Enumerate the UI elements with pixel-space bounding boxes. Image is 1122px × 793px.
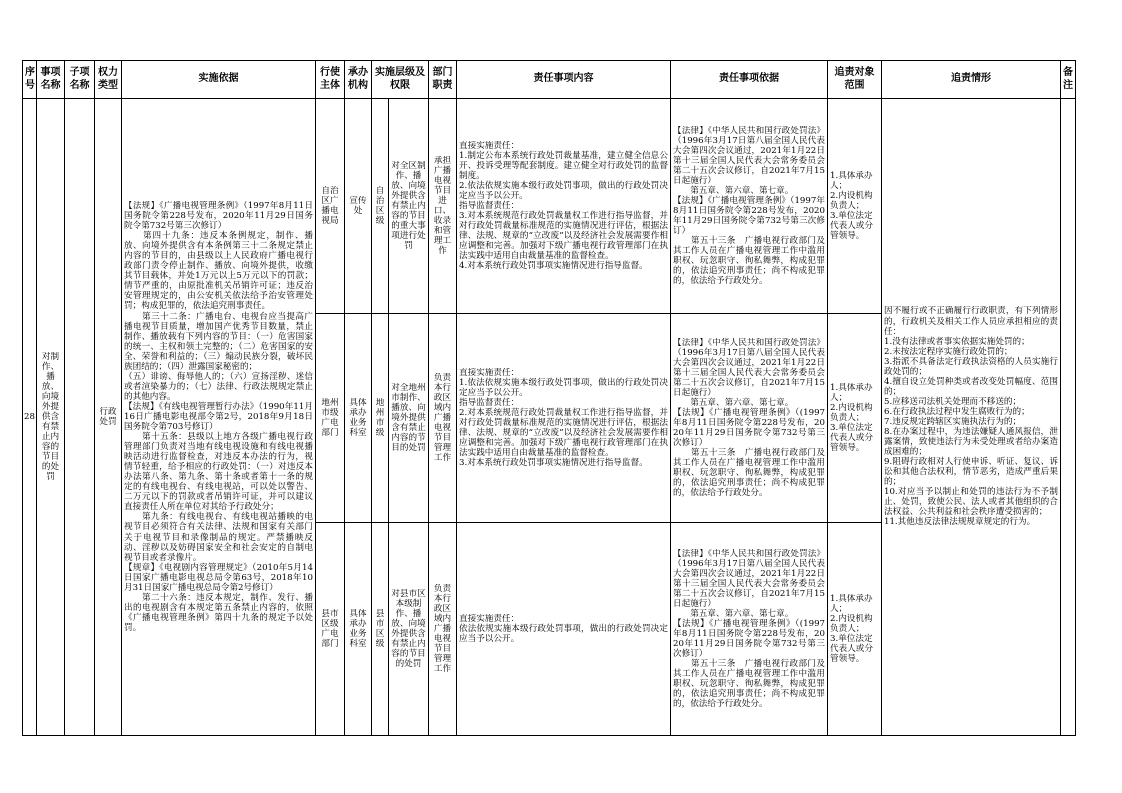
content-paragraph: 1.依法依规实施本级行政处罚事项，做出的行政处罚决定应当予以公开。 bbox=[459, 377, 668, 398]
content-paragraph: 指导监督责任： bbox=[459, 200, 520, 211]
scope-item: 1.具体承办人； bbox=[830, 170, 873, 191]
scope-item: 2.内设机构负责人； bbox=[830, 402, 873, 423]
scope-item: 3.单位法定代表人或分管领导。 bbox=[830, 211, 873, 242]
table-header-row bbox=[23, 61, 1076, 99]
header-seq: 序号 bbox=[23, 61, 37, 99]
cell-exercising-body: 地州市级广电部门 bbox=[316, 314, 345, 523]
basis-paragraph: （五）诽谤、侮辱他人的；（六）宣扬淫秽、迷信或者渲染暴力的；（七）法律、行政法规规定禁止的其他内容。 bbox=[124, 371, 313, 402]
cell-dept-duty: 承担广播电视节目进口、收录和管理工作 bbox=[429, 99, 457, 314]
resp-basis-paragraph: 【法规】《广播电视管理条例》（(1997年8月11日国务院令第228号发布，2020年11月29日国务院令第732号第三次修订） bbox=[673, 618, 825, 660]
content-paragraph: 4.对本系统行政处罚事项实施情况进行指导监督。 bbox=[459, 261, 648, 272]
case-item: 3.指派不具备法定行政执法资格的人员实施行政处罚的； bbox=[884, 356, 1058, 377]
resp-basis-paragraph: 【法律】《中华人民共和国行政处罚法》（1996年3月17日第八届全国人民代表大会第四次会议通过，2021年1月22日第十三届全国人民代表大会常务委员会第二十五次会议修订，自2021年7月15日起施行） bbox=[673, 548, 825, 609]
cell-remarks bbox=[1061, 99, 1076, 736]
header-accountability-scope: 追责对象范围 bbox=[828, 61, 882, 99]
header-level-authority: 实施层级及权限 bbox=[372, 61, 429, 99]
case-item: 因不履行或不正确履行行政职责，有下列情形的，行政机关及相关工作人员应承担相应的责任： bbox=[884, 306, 1058, 337]
basis-paragraph: 第四十九条：违反本条例规定，制作、播放、向境外提供含有本条例第三十二条规定禁止内容的节目的，由县级以上人民政府广播电视行政部门责令停止制作、播放、向境外提供，收缴其节目载体，并处1万元以上5万元以下的罚款；情节严重的，由原批准机关吊销许可证；违反治安管理规定的，由公安机关依法给予治安管理处罚；构成犯罪的，依法追究刑事责任。 bbox=[124, 231, 313, 312]
resp-basis-paragraph: 第五十三条 广播电视行政部门及其工作人员在广播电视管理工作中滥用职权、玩忽职守、徇私舞弊，构成犯罪的，依法追究刑事责任；尚不构成犯罪的，依法给予行政处分。 bbox=[673, 236, 825, 287]
cell-responsibility-content bbox=[457, 314, 671, 523]
case-item: 8.在办案过程中，为违法嫌疑人通风报信，泄露案情，致使违法行为未受处理或者给办案造成困难的； bbox=[884, 427, 1058, 458]
resp-basis-paragraph: 第五章、第六章、第七章。 bbox=[673, 397, 794, 408]
case-item: 9.阻碍行政相对人行使申诉、听证、复议、诉讼和其他合法权利，情节恶劣，造成严重后果的； bbox=[884, 457, 1058, 488]
resp-basis-paragraph: 第五十三条 广播电视行政部门及其工作人员在广播电视管理工作中滥用职权、玩忽职守、徇私舞弊，构成犯罪的，依法追究刑事责任；尚不构成犯罪的，依法给予行政处分。 bbox=[673, 448, 825, 499]
case-item: 2.未按法定程序实施行政处罚的； bbox=[884, 346, 1013, 357]
header-accountability-cases: 追责情形 bbox=[882, 61, 1061, 99]
scope-item: 3.单位法定代表人或分管领导。 bbox=[830, 423, 873, 454]
cell-level: 地州市级 bbox=[372, 314, 389, 523]
basis-paragraph: 【规章】《电视剧内容管理规定》（2010年5月14日国家广播电影电视总局令第63号，2018年10月31日国家广播电视总局令第2号修订） bbox=[124, 562, 313, 593]
basis-paragraph: 第三十二条：广播电台、电视台应当提高广播电视节目质量，增加国产优秀节目数量，禁止制作、播放载有下列内容的节目：（一）危害国家的统一、主权和领土完整的；（二）危害国家的安全、荣誉和利益的；（三）煽动民族分裂，破坏民族团结的；（四）泄露国家秘密的； bbox=[124, 311, 313, 372]
cell-responsibility-content bbox=[457, 523, 671, 736]
cell-accountability-scope bbox=[828, 523, 882, 736]
cell-item-name: 对制作、播放、向境外提供含有禁止内容的节目的处罚 bbox=[37, 99, 65, 736]
basis-paragraph: 【法规】《有线电视管理暂行办法》（1990年11月16日广播电影电视部令第2号，2018年9月18日国务院令第703号修订） bbox=[124, 401, 313, 433]
header-dept-duty: 部门职责 bbox=[429, 61, 457, 99]
cell-seq: 28 bbox=[23, 99, 37, 736]
case-item: 7.违反规定跨辖区实施执法行为的； bbox=[884, 417, 1022, 427]
case-item: 10.对应当予以制止和处罚的违法行为不予制止、处罚，致使公民、法人或者其他组织的合法权益、公共利益和社会秩序遭受损害的； bbox=[884, 487, 1058, 518]
header-remarks: 备注 bbox=[1061, 61, 1076, 99]
cell-authority: 对全区制作、播放、向境外提供含有禁止内容的节目的重大事项进行处罚 bbox=[389, 99, 429, 314]
resp-basis-paragraph: 【法规】《广播电视管理条例》（1997年8月11日国务院令第228号发布，2020年11月29日国务院令第732号第三次修订） bbox=[673, 195, 825, 237]
content-paragraph: 1.制定公布本系统行政处罚裁量基准，建立健全信息公开、投诉受理等配套制度。建立健全对行政处罚的监督制度。 bbox=[459, 150, 668, 181]
header-basis: 实施依据 bbox=[122, 61, 316, 99]
resp-basis-paragraph: 【法规】《广播电视管理条例》（(1997年8月11日国务院令第228号发布，2020年11月29日国务院令第732号第三次修订） bbox=[673, 407, 825, 449]
cell-exercising-body: 自治区广播电视局 bbox=[316, 99, 345, 314]
resp-basis-paragraph: 第五章、第六章、第七章。 bbox=[673, 608, 794, 619]
header-power-type: 权力类型 bbox=[95, 61, 122, 99]
cell-responsibility-content bbox=[457, 99, 671, 314]
resp-basis-paragraph: 【法律】《中华人民共和国行政处罚法》（1996年3月17日第八届全国人民代表大会第四次会议通过，2021年1月22日第十三届全国人民代表大会常务委员会第二十五次会议修订，自2021年7月15日起施行） bbox=[673, 337, 825, 398]
scope-item: 1.具体承办人； bbox=[830, 382, 873, 403]
header-undertaking-org: 承办机构 bbox=[345, 61, 372, 99]
basis-paragraph: 第十五条：县级以上地方各级广播电视行政管理部门负责对当地有线电视设施和有线电视播映活动进行监督检查，对违反本办法的行为，视情节轻重，给予相应的行政处罚：（一）对违反本办法第八条、第九条、第十条或者第十一条的规定的有线电视台、有线电视站，可以处以警告、二万元以下的罚款或者吊销许可证，并可以建议直接责任人所在单位对其给予行政处分； bbox=[124, 432, 313, 513]
cell-power-type: 行政处罚 bbox=[95, 99, 122, 736]
content-paragraph: 3.对本系统行政处罚事项实施情况进行指导监督。 bbox=[459, 458, 648, 469]
cell-level: 县市区级 bbox=[372, 523, 389, 736]
cell-undertaking-org: 具体承办业务科室 bbox=[345, 314, 372, 523]
resp-basis-paragraph: 【法律】《中华人民共和国行政处罚法》（1996年3月17日第八届全国人民代表大会第四次会议通过，2021年1月22日第十三届全国人民代表大会常务委员会第二十五次会议修订，自2021年7月15日起施行） bbox=[673, 125, 825, 186]
content-paragraph: 2.对本系统规范行政处罚裁量权工作进行指导监督，并对行政处罚裁量标准规范的实施情况进行评估，根据法律、法规、规章的“立改废”以及经济社会发展需要作相应调整和完善。加强对下级广播电视行政管理部门在执法实践中适用自由裁量基准的监督检查。 bbox=[459, 407, 668, 459]
cell-dept-duty: 负责本行政区域内广播电视节目管理工作 bbox=[429, 314, 457, 523]
table-row bbox=[23, 99, 1076, 314]
cell-accountability-scope bbox=[828, 314, 882, 523]
basis-paragraph: 第九条：有线电视台、有线电视站播映的电视节目必须符合有关法律、法规和国家有关部门关于电视节目和录像制品的规定。严禁播映反动、淫秽以及妨碍国家安全和社会安定的自制电视节目或者录像片。 bbox=[124, 512, 313, 563]
resp-basis-paragraph: 第五章、第六章、第七章。 bbox=[673, 185, 794, 196]
resp-basis-paragraph: 第五十三条 广播电视行政部门及其工作人员在广播电视管理工作中滥用职权、玩忽职守、徇私舞弊，构成犯罪的，依法追究刑事责任；尚不构成犯罪的，依法给予行政处分。 bbox=[673, 659, 825, 710]
responsibility-list-table bbox=[22, 60, 1076, 736]
cell-basis bbox=[122, 99, 316, 736]
cell-undertaking-org: 宣传处 bbox=[345, 99, 372, 314]
header-sub-item-name: 子项名称 bbox=[65, 61, 95, 99]
header-responsibility-content: 责任事项内容 bbox=[457, 61, 671, 99]
cell-authority: 对县市区本级制作、播放、向境外提供含有禁止内容的节目的处罚 bbox=[389, 523, 429, 736]
basis-paragraph: 【法规】《广播电视管理条例》（1997年8月11日国务院令第228号发布，2020年11月29日国务院令第732号第三次修订） bbox=[124, 200, 313, 232]
scope-item: 2.内设机构负责人； bbox=[830, 613, 873, 634]
case-item: 11.其他违反法律法规规章规定的行为。 bbox=[884, 517, 1036, 528]
content-paragraph: 3.对本系统规范行政处罚裁量权工作进行指导监督，并对行政处罚裁量标准规范的实施情况进行评估，根据法律、法规、规章的“立改废”以及经济社会发展需要作相应调整和完善。加强对下级广播电视行政管理部门在执法实践中适用自由裁量基准的监督检查。 bbox=[459, 211, 668, 262]
cell-accountability-scope bbox=[828, 99, 882, 314]
content-paragraph: 2.依法依规实施本级行政处罚事项，做出的行政处罚决定应当予以公开。 bbox=[459, 180, 668, 201]
case-item: 6.在行政执法过程中发生腐败行为的； bbox=[884, 406, 1030, 417]
basis-paragraph: 第二十六条：违反本规定，制作、发行、播出的电视剧含有本规定第五条禁止内容的，依照《广播电视管理条例》第四十九条的规定予以处罚。 bbox=[124, 592, 313, 633]
cell-responsibility-basis bbox=[671, 523, 828, 736]
cell-undertaking-org: 具体承办业务科室 bbox=[345, 523, 372, 736]
header-responsibility-basis: 责任事项依据 bbox=[671, 61, 828, 99]
case-item: 5.应移送司法机关处理而不移送的； bbox=[884, 396, 1022, 407]
cell-exercising-body: 县市区级广电部门 bbox=[316, 523, 345, 736]
cell-responsibility-basis bbox=[671, 99, 828, 314]
case-item: 1.没有法律或者事实依据实施处罚的； bbox=[884, 336, 1030, 347]
header-item-name: 事项名称 bbox=[37, 61, 65, 99]
header-exercising-body: 行使主体 bbox=[316, 61, 345, 99]
content-paragraph: 指导监督责任： bbox=[459, 397, 520, 408]
cell-sub-item-name bbox=[65, 99, 95, 736]
cell-responsibility-basis bbox=[671, 314, 828, 523]
content-paragraph: 直接实施责任： bbox=[459, 140, 520, 151]
case-item: 4.擅自设立处罚种类或者改变处罚幅度、范围的； bbox=[884, 376, 1058, 397]
cell-dept-duty: 负责本行政区域内广播电视节目管理工作 bbox=[429, 523, 457, 736]
cell-level: 自治区级 bbox=[372, 99, 389, 314]
scope-item: 2.内设机构负责人； bbox=[830, 190, 873, 211]
scope-item: 1.具体承办人； bbox=[830, 593, 873, 614]
scope-item: 3.单位法定代表人或分管领导。 bbox=[830, 634, 873, 665]
content-paragraph: 依法依规实施本级行政处罚事项，做出的行政处罚决定应当予以公开。 bbox=[459, 623, 668, 645]
content-paragraph: 直接实施责任： bbox=[459, 367, 520, 378]
content-paragraph: 直接实施责任： bbox=[459, 613, 520, 624]
cell-accountability-cases bbox=[882, 99, 1061, 736]
cell-authority: 对全地州市制作、播放、向境外提供含有禁止内容的节目的处罚 bbox=[389, 314, 429, 523]
